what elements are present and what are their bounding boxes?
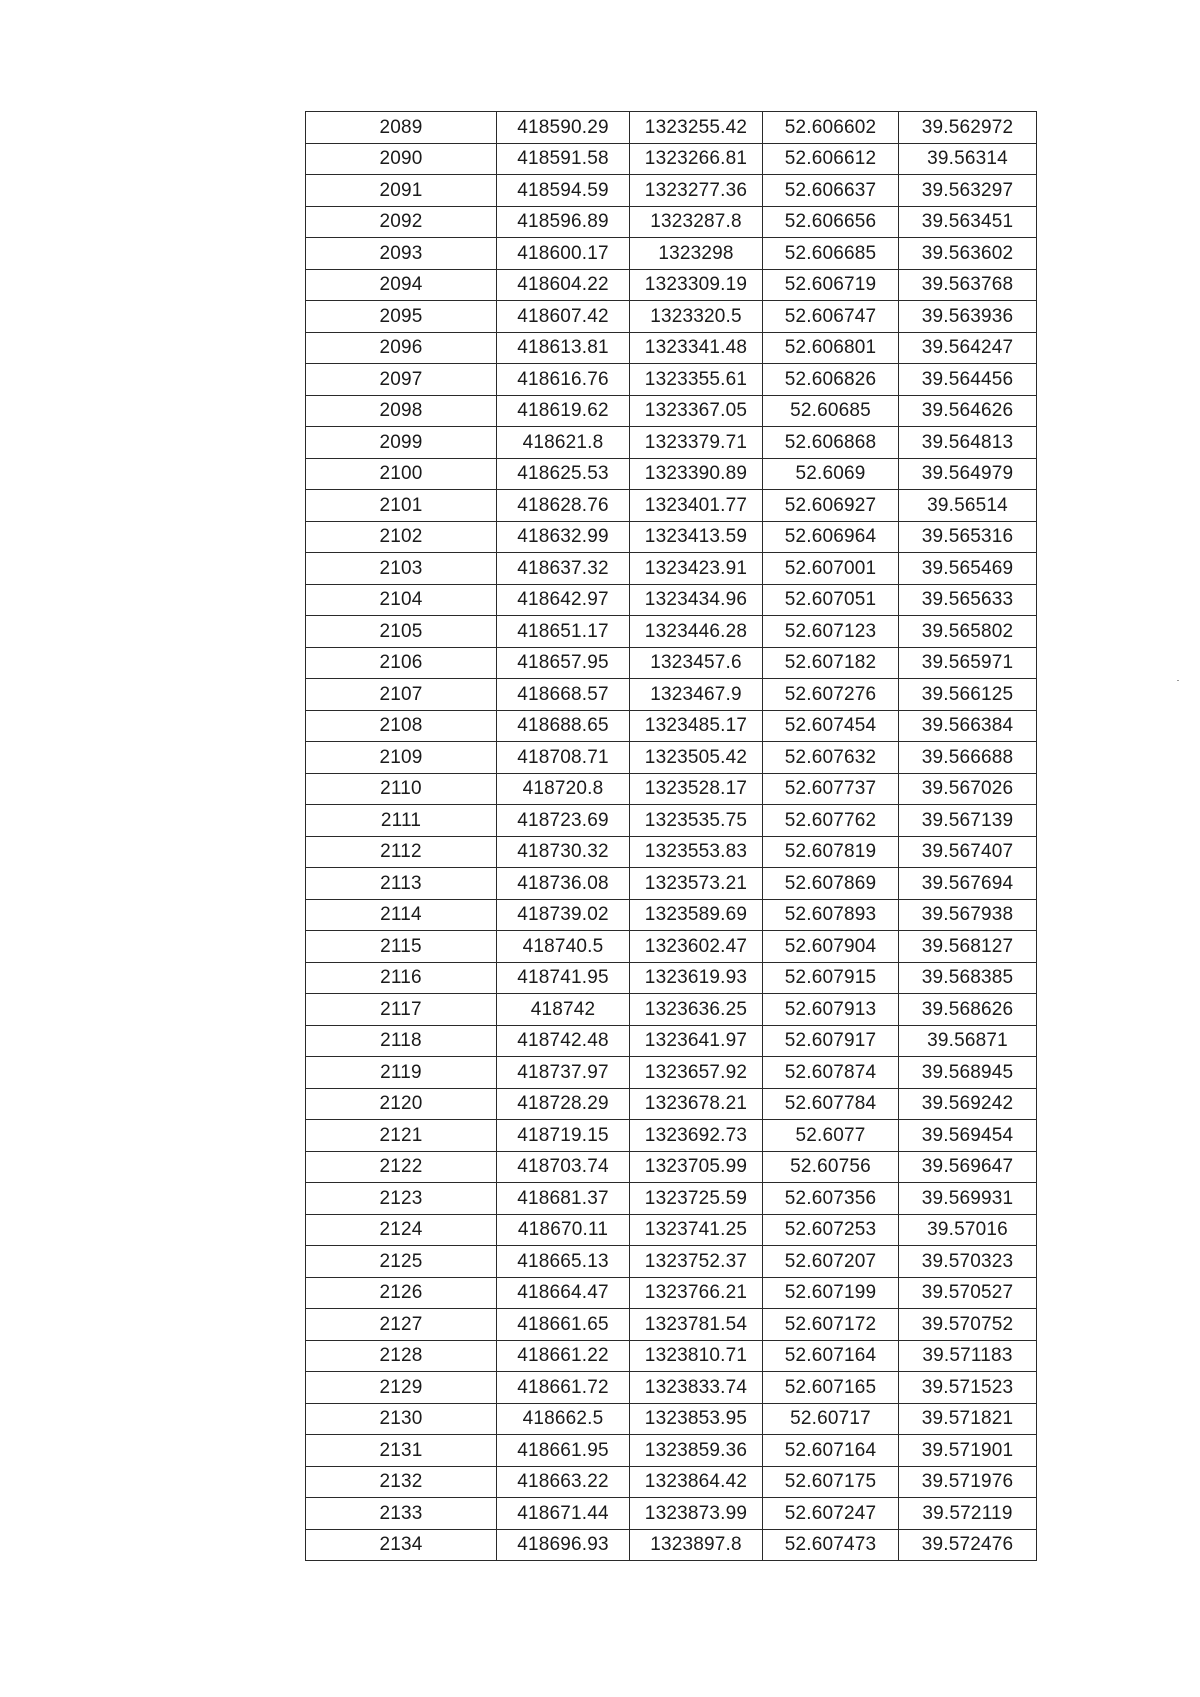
y-coordinate-cell: 1323725.59 <box>630 1183 763 1215</box>
y-coordinate-cell: 1323810.71 <box>630 1340 763 1372</box>
x-coordinate-cell: 418607.42 <box>497 301 630 333</box>
latitude-cell: 52.607253 <box>763 1214 899 1246</box>
x-coordinate-cell: 418708.71 <box>497 742 630 774</box>
longitude-cell: 39.569242 <box>899 1088 1037 1120</box>
table-row <box>306 175 1037 207</box>
y-coordinate-cell: 1323413.59 <box>630 521 763 553</box>
x-coordinate-cell: 418688.65 <box>497 710 630 742</box>
table-row <box>306 1372 1037 1404</box>
table-row <box>306 1088 1037 1120</box>
y-coordinate-cell: 1323619.93 <box>630 962 763 994</box>
table-row <box>306 1025 1037 1057</box>
point-number-cell: 2096 <box>306 332 497 364</box>
x-coordinate-cell: 418661.22 <box>497 1340 630 1372</box>
latitude-cell: 52.607819 <box>763 836 899 868</box>
point-number-cell: 2125 <box>306 1246 497 1278</box>
x-coordinate-cell: 418742.48 <box>497 1025 630 1057</box>
x-coordinate-cell: 418661.65 <box>497 1309 630 1341</box>
table-row <box>306 332 1037 364</box>
y-coordinate-cell: 1323355.61 <box>630 364 763 396</box>
x-coordinate-cell: 418651.17 <box>497 616 630 648</box>
x-coordinate-cell: 418730.32 <box>497 836 630 868</box>
x-coordinate-cell: 418671.44 <box>497 1498 630 1530</box>
table-row <box>306 1435 1037 1467</box>
latitude-cell: 52.606826 <box>763 364 899 396</box>
table-row <box>306 868 1037 900</box>
y-coordinate-cell: 1323457.6 <box>630 647 763 679</box>
y-coordinate-cell: 1323692.73 <box>630 1120 763 1152</box>
point-number-cell: 2111 <box>306 805 497 837</box>
y-coordinate-cell: 1323573.21 <box>630 868 763 900</box>
point-number-cell: 2116 <box>306 962 497 994</box>
table-row <box>306 269 1037 301</box>
y-coordinate-cell: 1323833.74 <box>630 1372 763 1404</box>
longitude-cell: 39.568626 <box>899 994 1037 1026</box>
latitude-cell: 52.607904 <box>763 931 899 963</box>
longitude-cell: 39.57016 <box>899 1214 1037 1246</box>
point-number-cell: 2098 <box>306 395 497 427</box>
x-coordinate-cell: 418719.15 <box>497 1120 630 1152</box>
y-coordinate-cell: 1323705.99 <box>630 1151 763 1183</box>
table-row <box>306 616 1037 648</box>
latitude-cell: 52.6077 <box>763 1120 899 1152</box>
point-number-cell: 2117 <box>306 994 497 1026</box>
longitude-cell: 39.569931 <box>899 1183 1037 1215</box>
latitude-cell: 52.606868 <box>763 427 899 459</box>
point-number-cell: 2130 <box>306 1403 497 1435</box>
latitude-cell: 52.607737 <box>763 773 899 805</box>
x-coordinate-cell: 418613.81 <box>497 332 630 364</box>
x-coordinate-cell: 418604.22 <box>497 269 630 301</box>
longitude-cell: 39.566384 <box>899 710 1037 742</box>
longitude-cell: 39.566688 <box>899 742 1037 774</box>
longitude-cell: 39.564813 <box>899 427 1037 459</box>
latitude-cell: 52.606719 <box>763 269 899 301</box>
x-coordinate-cell: 418728.29 <box>497 1088 630 1120</box>
table-row <box>306 301 1037 333</box>
table-row <box>306 458 1037 490</box>
y-coordinate-cell: 1323752.37 <box>630 1246 763 1278</box>
longitude-cell: 39.564626 <box>899 395 1037 427</box>
longitude-cell: 39.564979 <box>899 458 1037 490</box>
y-coordinate-cell: 1323266.81 <box>630 143 763 175</box>
latitude-cell: 52.606801 <box>763 332 899 364</box>
table-row <box>306 710 1037 742</box>
x-coordinate-cell: 418662.5 <box>497 1403 630 1435</box>
point-number-cell: 2129 <box>306 1372 497 1404</box>
longitude-cell: 39.564247 <box>899 332 1037 364</box>
latitude-cell: 52.607182 <box>763 647 899 679</box>
longitude-cell: 39.567026 <box>899 773 1037 805</box>
x-coordinate-cell: 418637.32 <box>497 553 630 585</box>
point-number-cell: 2126 <box>306 1277 497 1309</box>
latitude-cell: 52.607164 <box>763 1340 899 1372</box>
longitude-cell: 39.572119 <box>899 1498 1037 1530</box>
scan-speck <box>1177 680 1179 681</box>
longitude-cell: 39.571183 <box>899 1340 1037 1372</box>
y-coordinate-cell: 1323309.19 <box>630 269 763 301</box>
longitude-cell: 39.562972 <box>899 112 1037 144</box>
longitude-cell: 39.569454 <box>899 1120 1037 1152</box>
point-number-cell: 2119 <box>306 1057 497 1089</box>
point-number-cell: 2108 <box>306 710 497 742</box>
latitude-cell: 52.607165 <box>763 1372 899 1404</box>
x-coordinate-cell: 418591.58 <box>497 143 630 175</box>
y-coordinate-cell: 1323864.42 <box>630 1466 763 1498</box>
latitude-cell: 52.607632 <box>763 742 899 774</box>
table-row <box>306 962 1037 994</box>
point-number-cell: 2114 <box>306 899 497 931</box>
table-row <box>306 1151 1037 1183</box>
x-coordinate-cell: 418657.95 <box>497 647 630 679</box>
latitude-cell: 52.607917 <box>763 1025 899 1057</box>
table-row <box>306 1498 1037 1530</box>
y-coordinate-cell: 1323741.25 <box>630 1214 763 1246</box>
y-coordinate-cell: 1323401.77 <box>630 490 763 522</box>
x-coordinate-cell: 418739.02 <box>497 899 630 931</box>
table-row <box>306 1466 1037 1498</box>
point-number-cell: 2094 <box>306 269 497 301</box>
longitude-cell: 39.563768 <box>899 269 1037 301</box>
x-coordinate-cell: 418625.53 <box>497 458 630 490</box>
latitude-cell: 52.607869 <box>763 868 899 900</box>
x-coordinate-cell: 418740.5 <box>497 931 630 963</box>
y-coordinate-cell: 1323602.47 <box>630 931 763 963</box>
y-coordinate-cell: 1323641.97 <box>630 1025 763 1057</box>
latitude-cell: 52.607247 <box>763 1498 899 1530</box>
table-row <box>306 742 1037 774</box>
x-coordinate-cell: 418737.97 <box>497 1057 630 1089</box>
y-coordinate-cell: 1323505.42 <box>630 742 763 774</box>
table-row <box>306 206 1037 238</box>
x-coordinate-cell: 418723.69 <box>497 805 630 837</box>
point-number-cell: 2101 <box>306 490 497 522</box>
latitude-cell: 52.607276 <box>763 679 899 711</box>
table-row <box>306 647 1037 679</box>
x-coordinate-cell: 418696.93 <box>497 1529 630 1561</box>
table-row <box>306 112 1037 144</box>
y-coordinate-cell: 1323446.28 <box>630 616 763 648</box>
point-number-cell: 2122 <box>306 1151 497 1183</box>
y-coordinate-cell: 1323320.5 <box>630 301 763 333</box>
point-number-cell: 2110 <box>306 773 497 805</box>
coordinates-table <box>305 111 1037 1561</box>
table-row <box>306 395 1037 427</box>
point-number-cell: 2102 <box>306 521 497 553</box>
y-coordinate-cell: 1323341.48 <box>630 332 763 364</box>
longitude-cell: 39.567938 <box>899 899 1037 931</box>
y-coordinate-cell: 1323589.69 <box>630 899 763 931</box>
longitude-cell: 39.568127 <box>899 931 1037 963</box>
latitude-cell: 52.606612 <box>763 143 899 175</box>
latitude-cell: 52.607051 <box>763 584 899 616</box>
longitude-cell: 39.570527 <box>899 1277 1037 1309</box>
point-number-cell: 2128 <box>306 1340 497 1372</box>
latitude-cell: 52.607356 <box>763 1183 899 1215</box>
coordinates-table-body <box>306 112 1037 1561</box>
longitude-cell: 39.565633 <box>899 584 1037 616</box>
point-number-cell: 2100 <box>306 458 497 490</box>
point-number-cell: 2104 <box>306 584 497 616</box>
latitude-cell: 52.607874 <box>763 1057 899 1089</box>
x-coordinate-cell: 418596.89 <box>497 206 630 238</box>
y-coordinate-cell: 1323636.25 <box>630 994 763 1026</box>
longitude-cell: 39.571976 <box>899 1466 1037 1498</box>
x-coordinate-cell: 418594.59 <box>497 175 630 207</box>
point-number-cell: 2092 <box>306 206 497 238</box>
point-number-cell: 2133 <box>306 1498 497 1530</box>
latitude-cell: 52.607784 <box>763 1088 899 1120</box>
y-coordinate-cell: 1323255.42 <box>630 112 763 144</box>
y-coordinate-cell: 1323467.9 <box>630 679 763 711</box>
y-coordinate-cell: 1323535.75 <box>630 805 763 837</box>
longitude-cell: 39.567694 <box>899 868 1037 900</box>
longitude-cell: 39.565971 <box>899 647 1037 679</box>
y-coordinate-cell: 1323853.95 <box>630 1403 763 1435</box>
y-coordinate-cell: 1323873.99 <box>630 1498 763 1530</box>
y-coordinate-cell: 1323553.83 <box>630 836 763 868</box>
latitude-cell: 52.607001 <box>763 553 899 585</box>
table-row <box>306 1340 1037 1372</box>
longitude-cell: 39.568945 <box>899 1057 1037 1089</box>
table-row <box>306 427 1037 459</box>
table-row <box>306 1214 1037 1246</box>
longitude-cell: 39.56314 <box>899 143 1037 175</box>
y-coordinate-cell: 1323379.71 <box>630 427 763 459</box>
table-row <box>306 584 1037 616</box>
table-row <box>306 1120 1037 1152</box>
point-number-cell: 2103 <box>306 553 497 585</box>
y-coordinate-cell: 1323528.17 <box>630 773 763 805</box>
y-coordinate-cell: 1323897.8 <box>630 1529 763 1561</box>
longitude-cell: 39.563936 <box>899 301 1037 333</box>
point-number-cell: 2121 <box>306 1120 497 1152</box>
table-row <box>306 1246 1037 1278</box>
latitude-cell: 52.606747 <box>763 301 899 333</box>
point-number-cell: 2124 <box>306 1214 497 1246</box>
point-number-cell: 2099 <box>306 427 497 459</box>
table-row <box>306 238 1037 270</box>
latitude-cell: 52.607172 <box>763 1309 899 1341</box>
point-number-cell: 2106 <box>306 647 497 679</box>
latitude-cell: 52.606656 <box>763 206 899 238</box>
latitude-cell: 52.606927 <box>763 490 899 522</box>
point-number-cell: 2120 <box>306 1088 497 1120</box>
latitude-cell: 52.60756 <box>763 1151 899 1183</box>
point-number-cell: 2113 <box>306 868 497 900</box>
y-coordinate-cell: 1323298 <box>630 238 763 270</box>
longitude-cell: 39.567139 <box>899 805 1037 837</box>
latitude-cell: 52.607913 <box>763 994 899 1026</box>
longitude-cell: 39.569647 <box>899 1151 1037 1183</box>
table-row <box>306 931 1037 963</box>
x-coordinate-cell: 418670.11 <box>497 1214 630 1246</box>
latitude-cell: 52.607893 <box>763 899 899 931</box>
y-coordinate-cell: 1323485.17 <box>630 710 763 742</box>
x-coordinate-cell: 418616.76 <box>497 364 630 396</box>
point-number-cell: 2089 <box>306 112 497 144</box>
y-coordinate-cell: 1323766.21 <box>630 1277 763 1309</box>
x-coordinate-cell: 418681.37 <box>497 1183 630 1215</box>
point-number-cell: 2123 <box>306 1183 497 1215</box>
longitude-cell: 39.563602 <box>899 238 1037 270</box>
table-row <box>306 364 1037 396</box>
longitude-cell: 39.565469 <box>899 553 1037 585</box>
table-row <box>306 1529 1037 1561</box>
latitude-cell: 52.607199 <box>763 1277 899 1309</box>
x-coordinate-cell: 418703.74 <box>497 1151 630 1183</box>
longitude-cell: 39.566125 <box>899 679 1037 711</box>
table-row <box>306 1309 1037 1341</box>
longitude-cell: 39.568385 <box>899 962 1037 994</box>
x-coordinate-cell: 418619.62 <box>497 395 630 427</box>
x-coordinate-cell: 418661.72 <box>497 1372 630 1404</box>
point-number-cell: 2112 <box>306 836 497 868</box>
latitude-cell: 52.606964 <box>763 521 899 553</box>
longitude-cell: 39.572476 <box>899 1529 1037 1561</box>
table-row <box>306 1277 1037 1309</box>
latitude-cell: 52.606685 <box>763 238 899 270</box>
point-number-cell: 2091 <box>306 175 497 207</box>
x-coordinate-cell: 418600.17 <box>497 238 630 270</box>
point-number-cell: 2097 <box>306 364 497 396</box>
x-coordinate-cell: 418664.47 <box>497 1277 630 1309</box>
table-row <box>306 773 1037 805</box>
latitude-cell: 52.607454 <box>763 710 899 742</box>
y-coordinate-cell: 1323287.8 <box>630 206 763 238</box>
x-coordinate-cell: 418663.22 <box>497 1466 630 1498</box>
point-number-cell: 2118 <box>306 1025 497 1057</box>
latitude-cell: 52.60717 <box>763 1403 899 1435</box>
x-coordinate-cell: 418632.99 <box>497 521 630 553</box>
longitude-cell: 39.565316 <box>899 521 1037 553</box>
point-number-cell: 2127 <box>306 1309 497 1341</box>
latitude-cell: 52.6069 <box>763 458 899 490</box>
table-row <box>306 679 1037 711</box>
latitude-cell: 52.607915 <box>763 962 899 994</box>
x-coordinate-cell: 418742 <box>497 994 630 1026</box>
table-row <box>306 994 1037 1026</box>
latitude-cell: 52.607473 <box>763 1529 899 1561</box>
longitude-cell: 39.56871 <box>899 1025 1037 1057</box>
latitude-cell: 52.606602 <box>763 112 899 144</box>
x-coordinate-cell: 418741.95 <box>497 962 630 994</box>
latitude-cell: 52.607207 <box>763 1246 899 1278</box>
x-coordinate-cell: 418590.29 <box>497 112 630 144</box>
point-number-cell: 2109 <box>306 742 497 774</box>
x-coordinate-cell: 418720.8 <box>497 773 630 805</box>
longitude-cell: 39.564456 <box>899 364 1037 396</box>
latitude-cell: 52.607762 <box>763 805 899 837</box>
y-coordinate-cell: 1323367.05 <box>630 395 763 427</box>
x-coordinate-cell: 418621.8 <box>497 427 630 459</box>
y-coordinate-cell: 1323678.21 <box>630 1088 763 1120</box>
table-row <box>306 1057 1037 1089</box>
longitude-cell: 39.570752 <box>899 1309 1037 1341</box>
longitude-cell: 39.567407 <box>899 836 1037 868</box>
table-row <box>306 899 1037 931</box>
table-row <box>306 143 1037 175</box>
table-row <box>306 1183 1037 1215</box>
point-number-cell: 2090 <box>306 143 497 175</box>
y-coordinate-cell: 1323434.96 <box>630 584 763 616</box>
table-row <box>306 490 1037 522</box>
x-coordinate-cell: 418736.08 <box>497 868 630 900</box>
y-coordinate-cell: 1323781.54 <box>630 1309 763 1341</box>
x-coordinate-cell: 418668.57 <box>497 679 630 711</box>
table-row <box>306 1403 1037 1435</box>
point-number-cell: 2095 <box>306 301 497 333</box>
point-number-cell: 2105 <box>306 616 497 648</box>
latitude-cell: 52.607123 <box>763 616 899 648</box>
y-coordinate-cell: 1323423.91 <box>630 553 763 585</box>
longitude-cell: 39.571523 <box>899 1372 1037 1404</box>
table-row <box>306 805 1037 837</box>
table-row <box>306 553 1037 585</box>
longitude-cell: 39.56514 <box>899 490 1037 522</box>
point-number-cell: 2131 <box>306 1435 497 1467</box>
point-number-cell: 2132 <box>306 1466 497 1498</box>
latitude-cell: 52.60685 <box>763 395 899 427</box>
longitude-cell: 39.570323 <box>899 1246 1037 1278</box>
point-number-cell: 2115 <box>306 931 497 963</box>
table-row <box>306 521 1037 553</box>
longitude-cell: 39.571901 <box>899 1435 1037 1467</box>
longitude-cell: 39.565802 <box>899 616 1037 648</box>
y-coordinate-cell: 1323390.89 <box>630 458 763 490</box>
point-number-cell: 2134 <box>306 1529 497 1561</box>
x-coordinate-cell: 418661.95 <box>497 1435 630 1467</box>
y-coordinate-cell: 1323657.92 <box>630 1057 763 1089</box>
x-coordinate-cell: 418665.13 <box>497 1246 630 1278</box>
latitude-cell: 52.606637 <box>763 175 899 207</box>
longitude-cell: 39.563451 <box>899 206 1037 238</box>
longitude-cell: 39.563297 <box>899 175 1037 207</box>
y-coordinate-cell: 1323859.36 <box>630 1435 763 1467</box>
table-row <box>306 836 1037 868</box>
latitude-cell: 52.607175 <box>763 1466 899 1498</box>
point-number-cell: 2093 <box>306 238 497 270</box>
x-coordinate-cell: 418628.76 <box>497 490 630 522</box>
latitude-cell: 52.607164 <box>763 1435 899 1467</box>
point-number-cell: 2107 <box>306 679 497 711</box>
y-coordinate-cell: 1323277.36 <box>630 175 763 207</box>
longitude-cell: 39.571821 <box>899 1403 1037 1435</box>
x-coordinate-cell: 418642.97 <box>497 584 630 616</box>
